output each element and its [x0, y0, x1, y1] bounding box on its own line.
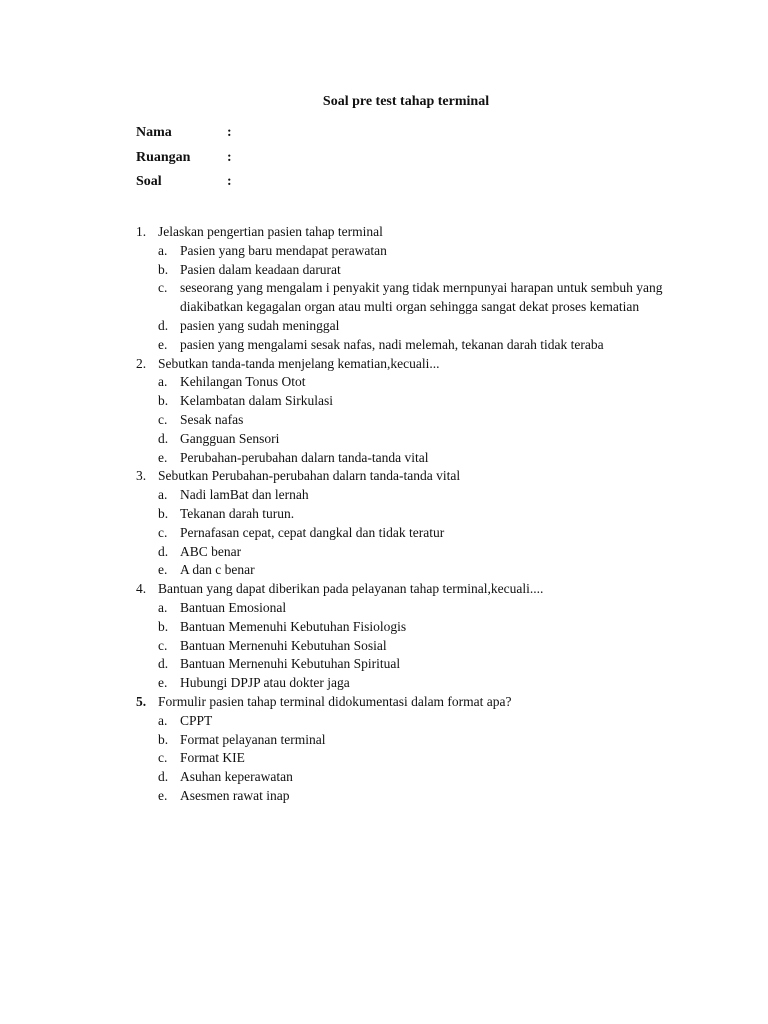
field-colon: : [227, 149, 232, 165]
question-text: Sebutkan Perubahan-perubahan dalarn tanda-tanda vital [158, 468, 461, 484]
question-line [136, 580, 696, 599]
option-letter: d. [158, 317, 169, 333]
option-text: pasien yang sudah meninggal [180, 317, 340, 333]
option-text: Perubahan-perubahan dalarn tanda-tanda vital [180, 449, 429, 465]
field-colon: : [227, 125, 232, 140]
question-list [136, 223, 696, 806]
option-text: Gangguan Sensori [180, 430, 280, 446]
answer-option [136, 637, 696, 656]
answer-option [136, 749, 696, 768]
answer-option [136, 712, 696, 731]
option-letter: e. [158, 336, 168, 352]
answer-option [136, 317, 696, 336]
answer-option [136, 261, 696, 280]
answer-option [136, 618, 696, 637]
option-letter: a. [158, 712, 168, 728]
answer-option [136, 655, 696, 674]
answer-option [136, 768, 696, 787]
question-text: Formulir pasien tahap terminal didokumentasi dalam format apa? [158, 693, 512, 709]
option-letter: d. [158, 769, 169, 785]
option-letter: c. [158, 524, 168, 540]
option-letter: e. [158, 562, 168, 578]
question-number: 5. [136, 693, 147, 709]
field-label: Nama [136, 125, 172, 140]
question-item [136, 223, 696, 355]
question-line [136, 693, 696, 712]
option-text: Tekanan darah turun. [180, 505, 295, 521]
option-letter: c. [158, 280, 168, 296]
option-letter: c. [158, 750, 168, 766]
option-letter: a. [158, 487, 168, 503]
option-text: Pasien dalam keadaan darurat [180, 261, 341, 277]
question-number: 2. [136, 355, 147, 371]
option-text: pasien yang mengalami sesak nafas, nadi melemah, tekanan darah tidak teraba [180, 336, 604, 352]
answer-option [136, 373, 696, 392]
answer-option [136, 336, 696, 355]
answer-option [136, 543, 696, 562]
option-letter: b. [158, 731, 169, 747]
option-text: Pasien yang baru mendapat perawatan [180, 242, 387, 258]
question-line [136, 223, 696, 242]
answer-option [136, 787, 696, 806]
option-text: Nadi lamBat dan lernah [180, 487, 309, 503]
answer-option [136, 731, 696, 750]
option-text: ABC benar [180, 543, 242, 559]
answer-option [136, 486, 696, 505]
option-letter: e. [158, 675, 168, 691]
field-label: Soal [136, 174, 162, 189]
option-letter: d. [158, 656, 169, 672]
option-letter: d. [158, 543, 169, 559]
question-line [136, 467, 696, 486]
question-text: Bantuan yang dapat diberikan pada pelayanan tahap terminal,kecuali.... [158, 581, 544, 597]
option-text: Sesak nafas [180, 411, 244, 427]
option-letter: d. [158, 430, 169, 446]
answer-option [136, 242, 696, 261]
option-text: Asesmen rawat inap [180, 787, 290, 803]
answer-option [136, 392, 696, 411]
answer-option [136, 449, 696, 468]
option-letter: c. [158, 411, 168, 427]
question-item [136, 580, 696, 693]
answer-option [136, 411, 696, 430]
option-letter: e. [158, 787, 168, 803]
option-text: Format pelayanan terminal [180, 731, 326, 747]
question-number: 3. [136, 468, 147, 484]
question-text: Sebutkan tanda-tanda menjelang kematian,kecuali... [158, 355, 440, 371]
option-text: seseorang yang mengalam i penyakit yang tidak mernpunyai harapan untuk sembuh yang diakibatkan kegagalan organ atau multi organ sehingga sangat dekat proses kematian [180, 280, 663, 315]
option-text: Bantuan Mernenuhi Kebutuhan Sosial [180, 637, 387, 653]
option-text: Bantuan Emosional [180, 599, 287, 615]
option-text: Format KIE [180, 750, 245, 766]
answer-option [136, 505, 696, 524]
option-text: CPPT [180, 712, 213, 728]
option-text: A dan c benar [180, 562, 255, 578]
option-letter: b. [158, 261, 169, 277]
answer-option [136, 561, 696, 580]
option-text: Hubungi DPJP atau dokter jaga [180, 675, 350, 691]
question-item [136, 693, 696, 806]
field-colon: : [227, 174, 232, 189]
option-text: Bantuan Memenuhi Kebutuhan Fisiologis [180, 618, 407, 634]
answer-option [136, 674, 696, 693]
option-letter: a. [158, 374, 168, 390]
question-text: Jelaskan pengertian pasien tahap terminal [158, 224, 383, 239]
option-letter: b. [158, 618, 169, 634]
option-text: Asuhan keperawatan [180, 769, 293, 785]
question-item [136, 467, 696, 580]
page-title: Soal pre test tahap terminal [322, 94, 490, 109]
option-letter: a. [158, 242, 168, 258]
option-text: Pernafasan cepat, cepat dangkal dan tidak teratur [180, 524, 445, 540]
option-letter: c. [158, 637, 168, 653]
question-item [136, 355, 696, 468]
field-label: Ruangan [136, 149, 191, 165]
option-letter: b. [158, 505, 169, 521]
option-text: Bantuan Mernenuhi Kebutuhan Spiritual [180, 656, 401, 672]
question-line [136, 355, 696, 374]
question-number: 1. [136, 224, 147, 239]
answer-option [136, 279, 696, 317]
answer-option [136, 430, 696, 449]
option-letter: e. [158, 449, 168, 465]
option-text: Kehilangan Tonus Otot [180, 374, 306, 390]
option-letter: b. [158, 393, 169, 409]
answer-option [136, 599, 696, 618]
option-text: Kelambatan dalam Sirkulasi [180, 393, 333, 409]
question-number: 4. [136, 581, 147, 597]
answer-option [136, 524, 696, 543]
option-letter: a. [158, 599, 168, 615]
